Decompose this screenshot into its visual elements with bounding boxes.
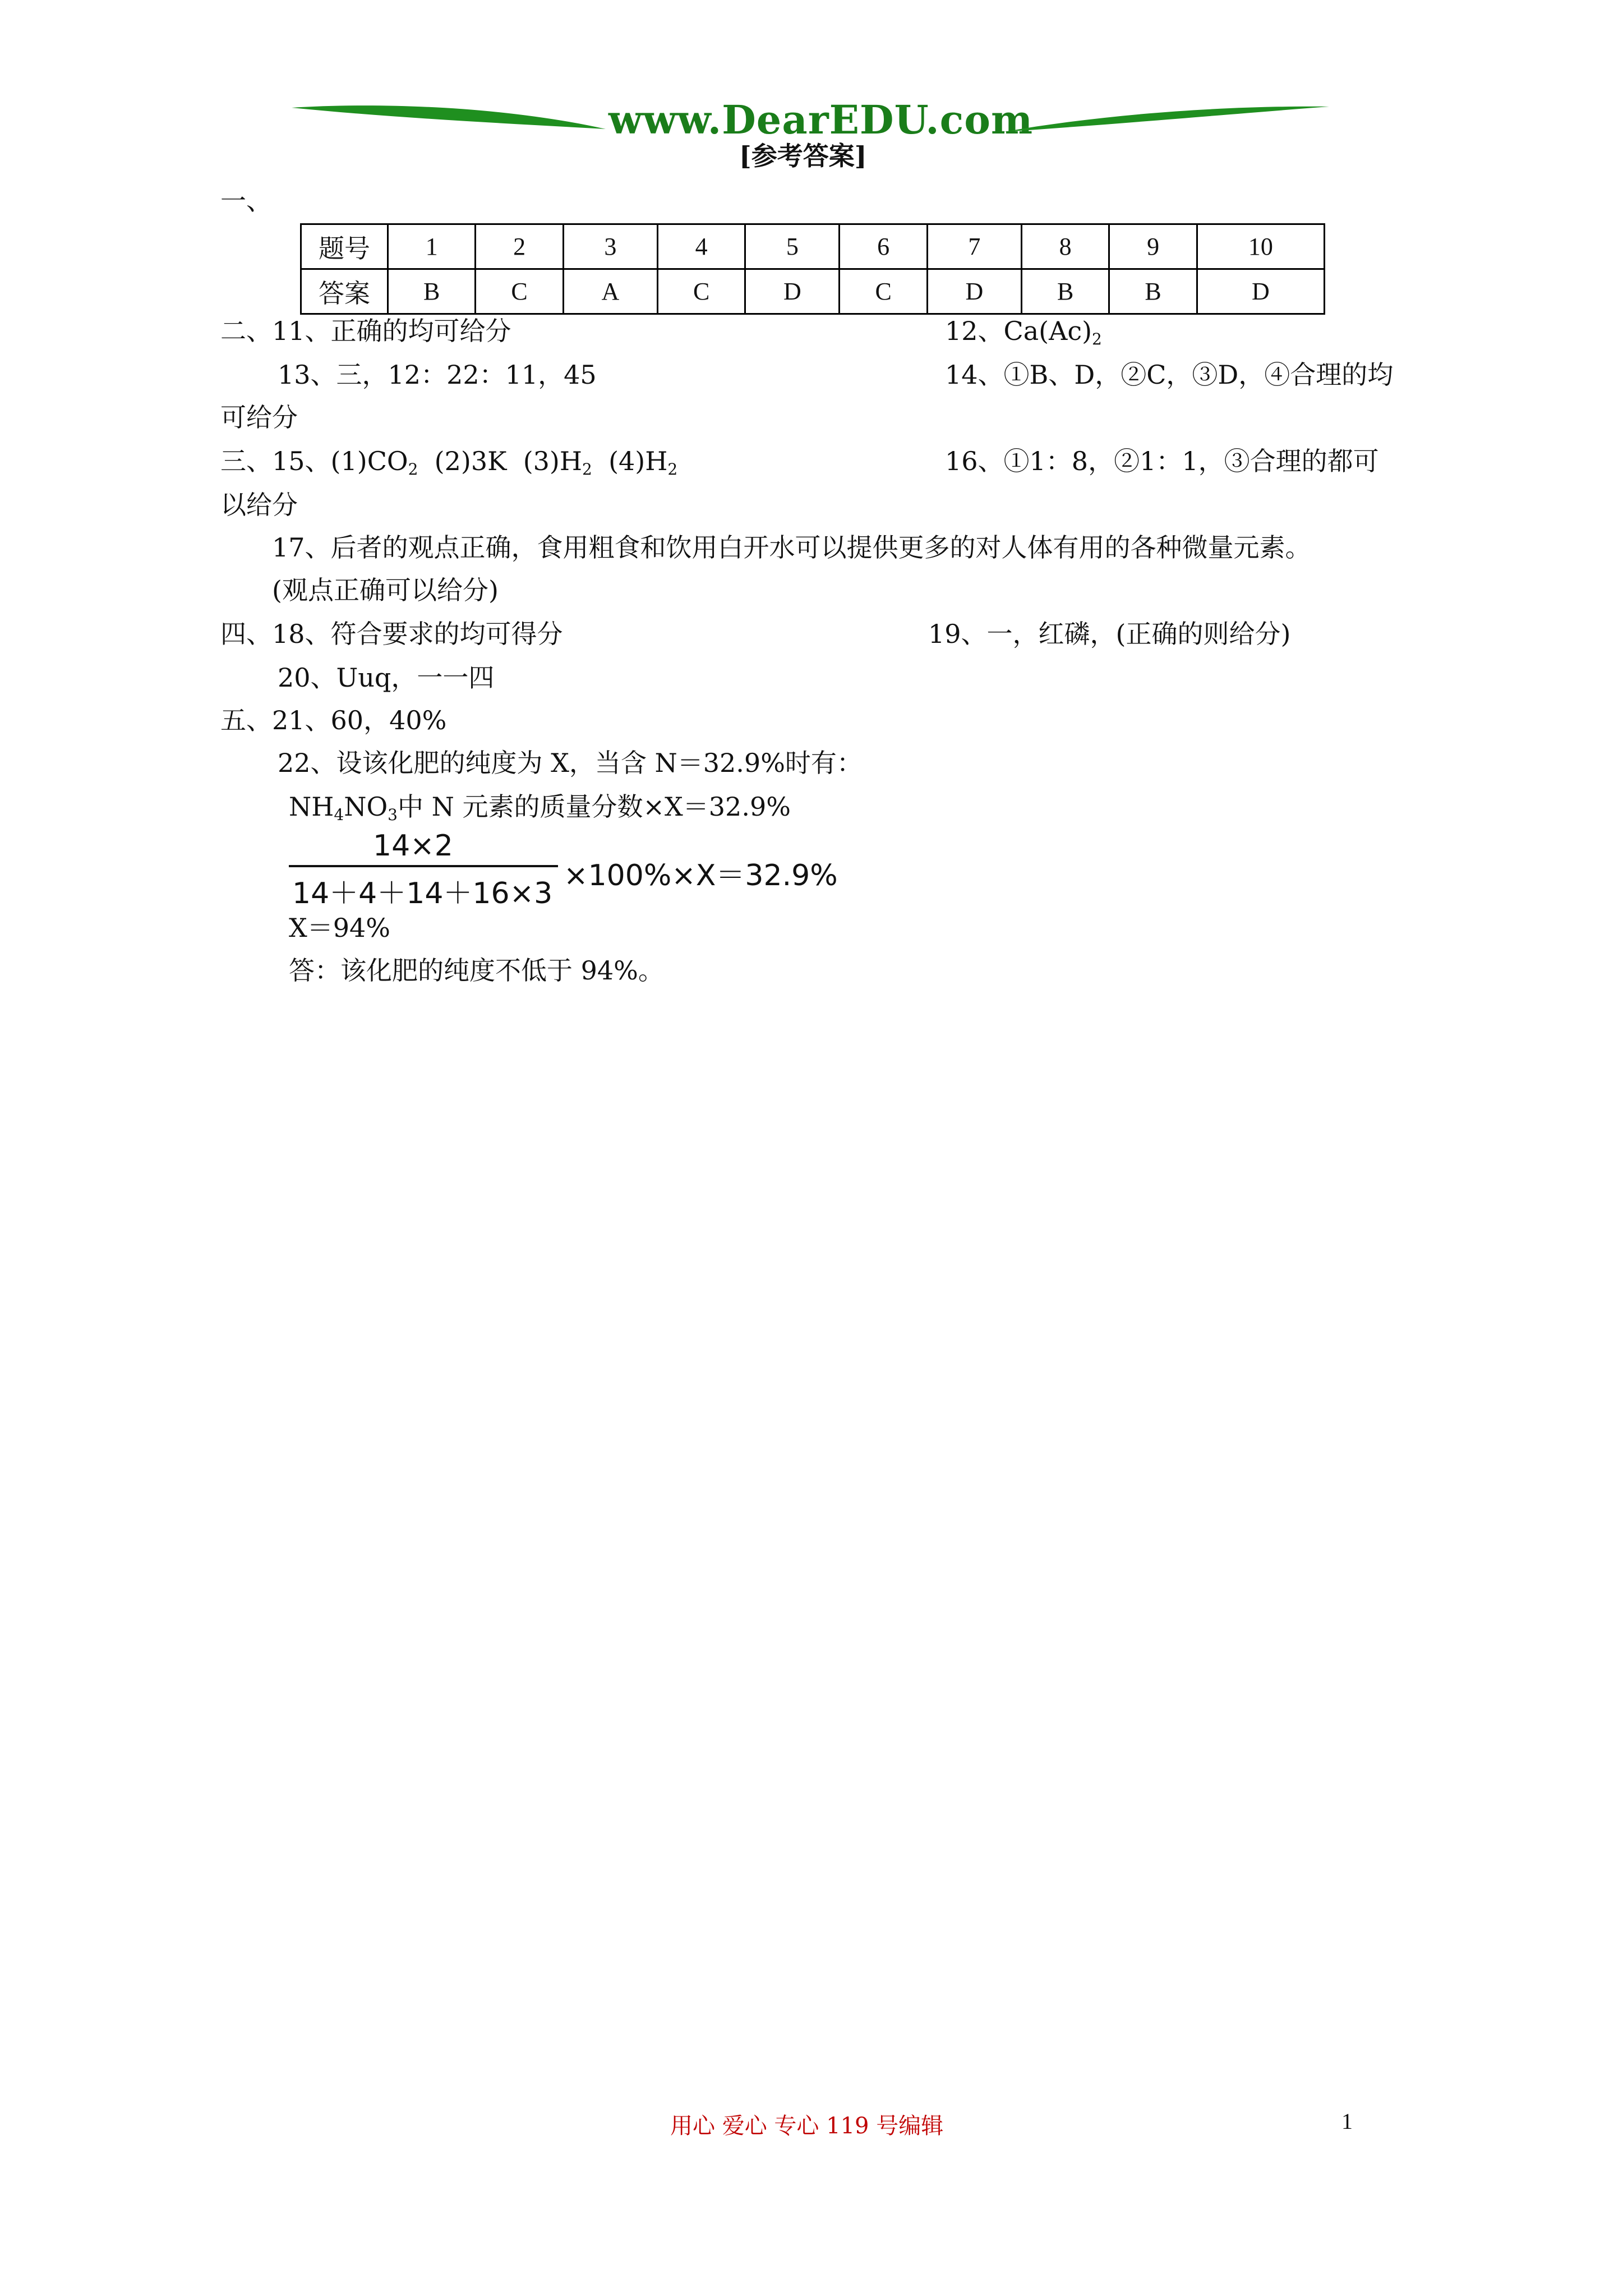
page-title: [参考答案] <box>739 141 867 171</box>
page-number: 1 <box>1341 2109 1353 2134</box>
subscript: 2 <box>667 460 678 478</box>
answer-15-text: (2)3K (3)H <box>418 446 582 476</box>
formula-text: NH <box>289 792 334 822</box>
fraction-bar <box>289 865 558 867</box>
table-cell: 7 <box>927 224 1021 269</box>
answer-14-continued: 可给分 <box>220 402 298 432</box>
footer-text: 用心 爱心 专心 119 号编辑 <box>670 2113 944 2139</box>
answer-15 <box>220 444 677 478</box>
subscript: 2 <box>582 460 592 478</box>
table-cell: 6 <box>840 224 927 269</box>
table-cell: 10 <box>1197 224 1324 269</box>
table-cell: D <box>1197 269 1324 314</box>
row-header-answer: 答案 <box>301 269 388 314</box>
table-cell: C <box>476 269 563 314</box>
answer-x-value: X＝94% <box>289 913 390 943</box>
table-cell: C <box>840 269 927 314</box>
answer-15-text: (4)H <box>592 446 668 476</box>
answer-16: 16、①1：8，②1：1，③合理的都可 <box>945 446 1379 476</box>
right-swoosh-graphic <box>1004 101 1329 140</box>
answer-22-formula-line <box>289 790 791 823</box>
left-swoosh-graphic <box>292 101 606 140</box>
table-cell: B <box>1109 269 1197 314</box>
table-row <box>301 224 1325 269</box>
table-cell: 5 <box>745 224 840 269</box>
formula-text: 中 N 元素的质量分数×X＝32.9% <box>398 792 791 822</box>
table-cell: 2 <box>476 224 563 269</box>
answer-21: 五、21、60，40% <box>220 705 447 735</box>
answer-14: 14、①B、D，②C，③D，④合理的均 <box>945 360 1394 390</box>
answer-20: 20、Uuq，一一四 <box>278 662 495 693</box>
table-cell: 1 <box>388 224 476 269</box>
subscript: 3 <box>388 806 398 824</box>
fraction-numerator: 14×2 <box>373 829 453 863</box>
table-cell: B <box>1021 269 1109 314</box>
answer-11: 二、11、正确的均可给分 <box>220 316 511 346</box>
answer-18: 四、18、符合要求的均可得分 <box>220 619 563 649</box>
table-cell: C <box>657 269 745 314</box>
answer-16-continued: 以给分 <box>220 490 298 520</box>
answer-13: 13、三，12：22：11，45 <box>278 360 597 390</box>
answer-22: 22、设该化肥的纯度为 X，当含 N＝32.9%时有： <box>278 748 863 778</box>
logo-text: www.DearEDU.com <box>608 96 1034 143</box>
answer-17-note: (观点正确可以给分) <box>272 575 499 605</box>
section-1-label: 一、 <box>220 186 272 216</box>
answer-12 <box>945 314 1102 348</box>
table-cell: 8 <box>1021 224 1109 269</box>
subscript: 2 <box>408 460 418 478</box>
subscript: 2 <box>1092 330 1102 348</box>
final-answer: 答：该化肥的纯度不低于 94%。 <box>289 955 664 986</box>
table-cell: D <box>927 269 1021 314</box>
table-cell: A <box>563 269 657 314</box>
fraction-denominator: 14＋4＋14＋16×3 <box>292 877 553 910</box>
answer-19: 19、一，红磷，(正确的则给分) <box>928 619 1291 649</box>
table-row <box>301 269 1325 314</box>
answer-15-text: 三、15、(1)CO <box>220 446 408 476</box>
answer-12-text: 12、Ca(Ac) <box>945 316 1092 346</box>
table-cell: 3 <box>563 224 657 269</box>
table-cell: 9 <box>1109 224 1197 269</box>
table-cell: B <box>388 269 476 314</box>
row-header-number: 题号 <box>301 224 388 269</box>
table-cell: D <box>745 269 840 314</box>
subscript: 4 <box>334 806 344 824</box>
fraction-rest: ×100%×X＝32.9% <box>564 859 838 892</box>
answer-table <box>300 223 1325 315</box>
formula-text: NO <box>344 792 388 822</box>
table-cell: 4 <box>657 224 745 269</box>
answer-17: 17、后者的观点正确，食用粗食和饮用白开水可以提供更多的对人体有用的各种微量元素。 <box>272 532 1311 563</box>
